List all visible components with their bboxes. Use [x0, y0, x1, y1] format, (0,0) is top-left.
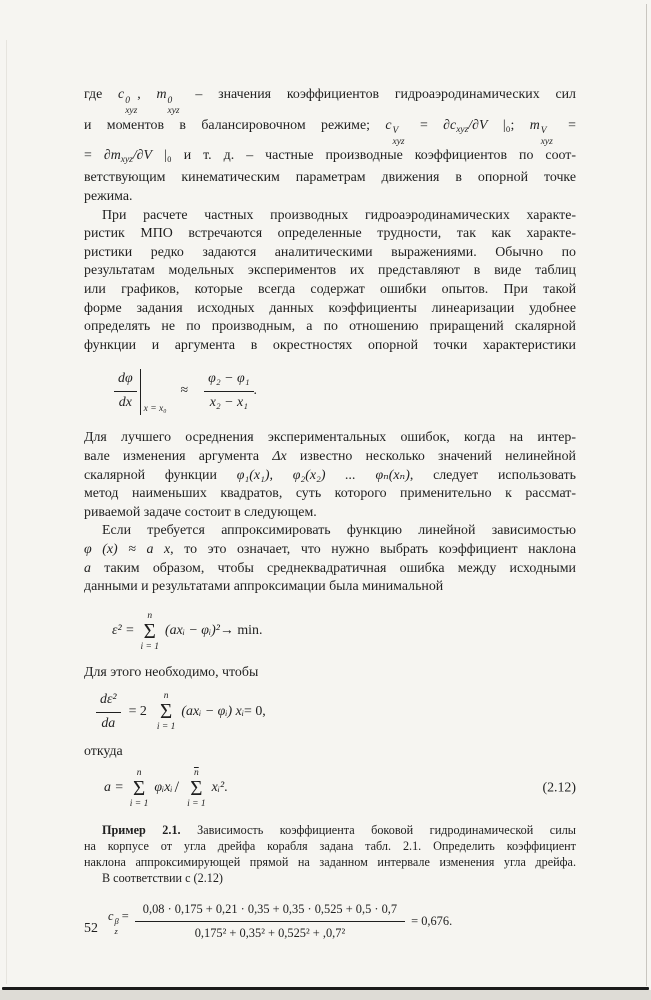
summation-sign [130, 768, 149, 810]
text-line: вале изменения аргумента Δx известно несколько значений нелинейной [84, 448, 576, 464]
division-slash: / [174, 779, 180, 797]
sigma-symbol: Σ [190, 775, 203, 800]
text-segment: a [84, 560, 91, 576]
text-line: определять не по производным, а по отношению приращений скалярной [84, 319, 576, 335]
text-segment: /∂V [468, 117, 488, 133]
evaluation-condition: x = x₀ [143, 403, 167, 414]
formula-lhs: c β z = [108, 909, 129, 936]
text-line: В соответствии с (2.12) [102, 871, 223, 886]
fraction-denominator: da [101, 715, 116, 731]
paragraph-coefficients-definition [84, 86, 576, 207]
text-line: = $\partial m_{xyz}/\partial V$ |₀ и т. д. – частные производные коэффициентов по соот- [84, 148, 576, 165]
evaluation-bar [140, 367, 167, 415]
formula-lhs: ε² = [112, 623, 135, 639]
summation-sign [187, 768, 206, 810]
text-line: режима. [84, 189, 133, 205]
formula-error-minimization [112, 611, 576, 653]
text-line: риваемой задаче состоит в следующем. [84, 504, 317, 520]
sum-lower-limit: i = 1 [140, 641, 160, 652]
formula-tail: → min. [219, 623, 263, 639]
fraction-denominator: 0,175² + 0,35² + 0,525² + ,0,7² [194, 926, 346, 941]
text-segment: c V xyz [385, 117, 405, 147]
sigma-symbol: Σ [160, 699, 173, 724]
text-segment: $\partial m_{xyz}$ [103, 148, 133, 165]
fraction-finite-difference [204, 370, 253, 412]
fraction-example [135, 900, 405, 942]
text-line: Если требуется аппроксимировать функцию линейной зависимостью [102, 523, 576, 539]
text-line: ветствующим кинематическим параметрам движения в опорной точке [84, 170, 576, 186]
page-number: 52 [84, 921, 98, 936]
fraction-numerator: φ₂ − φ₁ [204, 370, 253, 392]
formula-derivative-approximation [114, 367, 576, 415]
formula-tail: = 0, [244, 703, 266, 719]
formula-equals-two: = 2 [128, 703, 147, 719]
scan-edge-left [6, 40, 7, 984]
text-line: ристик МПО встречаются определенные трудности, так как характе- [84, 226, 576, 242]
sigma-symbol: Σ [132, 775, 146, 800]
paragraph-partial-derivatives [84, 207, 576, 356]
text-segment: φ₁(x₁), φ₂(x₂) ... φₙ(xₙ) [236, 467, 410, 483]
text-segment: $\partial c_{xyz}$ [443, 117, 469, 135]
sum-lower-limit: i = 1 [156, 722, 176, 733]
text-line: При расчете частных производных гидроаэродинамических характе- [102, 207, 576, 223]
text-line: скалярной функции φ₁(x₁), φ₂(x₂) ... φₙ(xₙ), следует использовать [84, 467, 576, 483]
fraction-deps-da [96, 691, 121, 733]
text-segment: m 0 xyz [156, 87, 180, 117]
text-block [84, 86, 576, 943]
sum-lower-limit: i = 1 [129, 798, 149, 809]
fraction-denominator: x₂ − x₁ [209, 394, 248, 410]
fraction-numerator: 0,08 · 0,175 + 0,21 · 0,35 + 0,35 · 0,525 + 0,5 · 0,7 [135, 900, 405, 922]
vertical-bar [140, 369, 141, 415]
formula-slope-coefficient [104, 768, 576, 810]
text-line: a таким образом, чтобы среднеквадратичная ошибка между исходными [84, 560, 576, 576]
text-segment: /∂V [132, 148, 153, 163]
text-line: результатам модельных экспериментов их представляют в виде таблиц [84, 263, 576, 279]
formula-result: = 0,676. [411, 914, 453, 929]
formula-derivative-condition [96, 691, 576, 733]
fraction-denominator: dx [118, 394, 132, 410]
text-line: ристики редко задаются аналитическими выражениями. Обычно по [84, 244, 576, 260]
text-line: данными и результатами аппроксимации была минимальной [84, 579, 444, 595]
paragraph-according-to [84, 870, 576, 886]
sum-lower-limit: i = 1 [187, 798, 206, 809]
text-segment: Пример 2.1. [102, 822, 181, 837]
formula-period: . [224, 780, 228, 796]
text-line: Для этого необходимо, чтобы [84, 665, 259, 681]
text-line: Пример 2.1. Зависимость коэффициента боковой гидродинамической силы [102, 822, 576, 837]
formula-period: . [253, 383, 258, 399]
fraction-dphi-dx [114, 370, 137, 412]
text-line: функции и аргумента в окрестностях опорной точки характеристики [84, 337, 576, 353]
scan-edge-shadow [0, 990, 651, 1000]
formula-body: xᵢ² [211, 780, 225, 796]
formula-example-calculation [108, 900, 576, 942]
paragraph-linear-approximation [84, 522, 576, 596]
sum-upper-limit: n [163, 691, 169, 702]
approx-sign: ≈ [180, 383, 189, 399]
paragraph-hence [84, 743, 576, 762]
fraction-numerator: dφ [114, 370, 137, 392]
text-line: форме задания исходных данных коэффициенты линеаризации удобнее [84, 300, 576, 316]
text-line: откуда [84, 744, 123, 760]
formula-body: (axᵢ − φᵢ)² [165, 623, 220, 639]
text-segment: c β z [108, 909, 119, 936]
formula-lhs: a = [104, 780, 124, 796]
sigma-symbol: Σ [143, 618, 156, 643]
paragraph-necessity [84, 664, 576, 683]
text-segment: Δx [272, 448, 287, 464]
fraction-numerator: dε² [96, 691, 121, 713]
text-line: Для лучшего осреднения экспериментальных ошибок, когда на интер- [84, 430, 576, 446]
paragraph-least-squares-intro [84, 429, 576, 522]
text-line: и моментов в балансировочном режиме; c V xyz = $\partial c_{xyz}/\partial V$ |₀; m V xyz = [84, 117, 576, 147]
sum-upper-limit: n [136, 767, 142, 778]
text-segment: m V xyz [529, 117, 553, 147]
text-line: наклона аппроксимирующей прямой на заданном интервале изменения угла дрейфа. [84, 855, 576, 870]
text-line: или графиков, которые всегда содержат ошибки опытов. При такой [84, 281, 576, 297]
summation-sign [140, 611, 159, 653]
text-line: где c 0 xyz , m 0 xyz – значения коэффициентов гидроаэродинамических сил [84, 87, 576, 117]
text-line: на корпусе от угла дрейфа корабля задана табл. 2.1. Определить коэффициент [84, 838, 576, 853]
text-line: метод наименьших квадратов, суть которого применительно к рассмат- [84, 486, 576, 502]
equation-number: (2.12) [542, 780, 576, 796]
sum-upper-limit: $\overline{n}$ [193, 767, 199, 778]
formula-body: φᵢxᵢ [154, 780, 173, 796]
text-segment: c 0 xyz [118, 87, 138, 117]
paragraph-example-2-1 [84, 822, 576, 871]
sum-upper-limit: n [147, 610, 153, 621]
summation-sign [157, 691, 176, 733]
scan-edge-right [646, 4, 647, 986]
formula-body: (axᵢ − φᵢ) xᵢ [181, 703, 245, 719]
text-segment: φ (x) ≈ a x [84, 541, 171, 557]
text-line: φ (x) ≈ a x, то это означает, что нужно выбрать коэффициент наклона [84, 541, 576, 557]
